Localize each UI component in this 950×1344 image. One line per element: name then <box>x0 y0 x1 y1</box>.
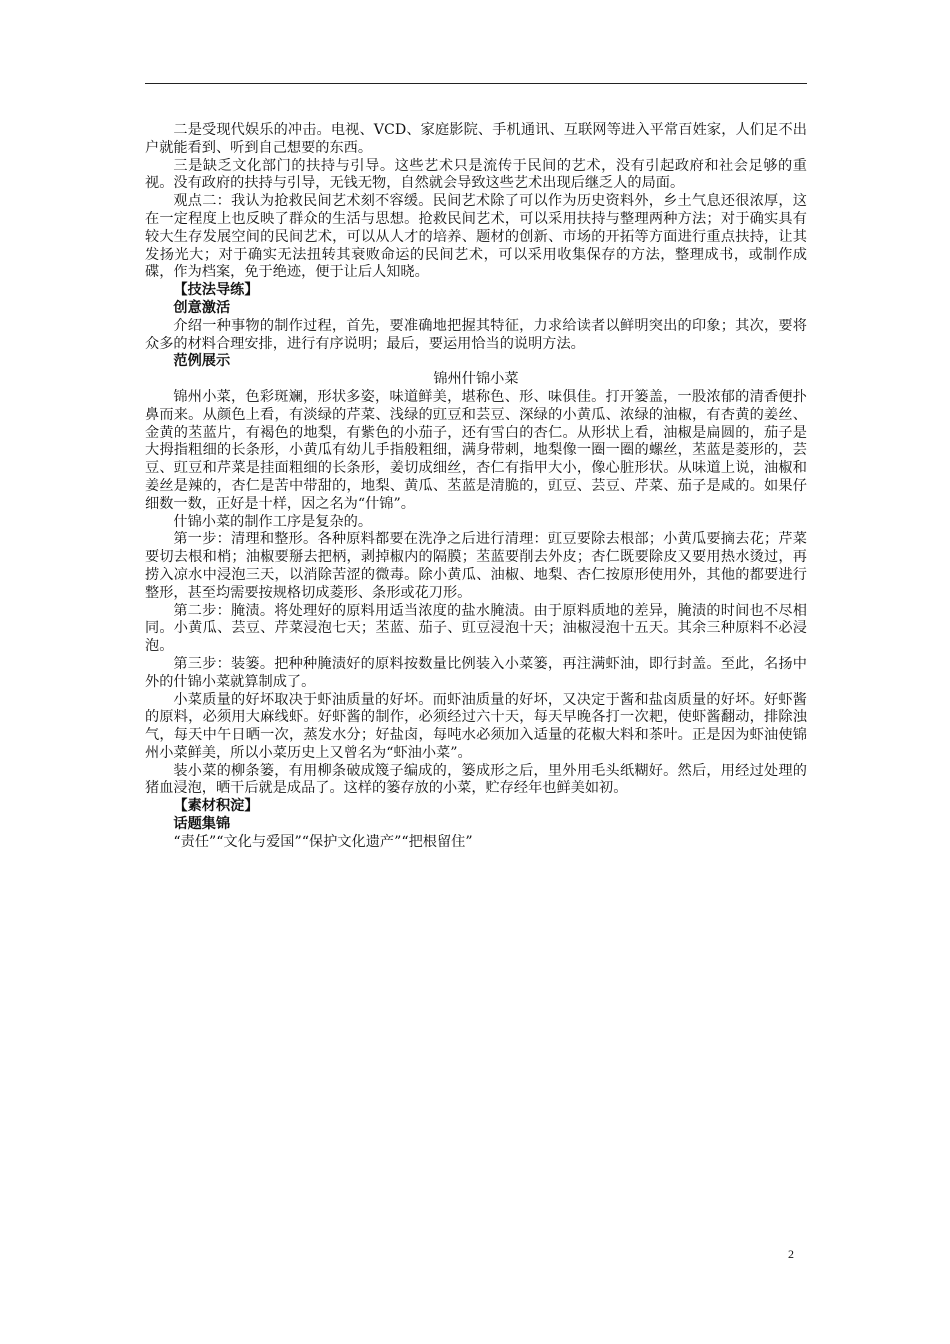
paragraph-step-two: 第二步：腌渍。将处理好的原料用适当浓度的盐水腌渍。由于原料质地的差异，腌渍的时间也不尽相同。小黄瓜、芸豆、芹菜浸泡七天；苤蓝、茄子、豇豆浸泡十天；油椒浸泡十五天。其余三种原料不必浸泡。 <box>145 602 807 655</box>
subheading-topics: 话题集锦 <box>173 816 231 833</box>
subheading-example: 范例展示 <box>173 353 231 370</box>
subheading-creative-activation: 创意激活 <box>173 299 231 316</box>
paragraph-wicker-basket: 装小菜的柳条篓，有用柳条破成篾子编成的，篓成形之后，里外用毛头纸糊好。然后，用经过处理的猪血浸泡，晒干后就是成品了。这样的篓存放的小菜，贮存经年也鲜美如初。 <box>145 762 807 797</box>
paragraph-process-intro: 什锦小菜的制作工序是复杂的。 <box>173 513 373 530</box>
document-body <box>145 122 807 852</box>
paragraph-description: 锦州小菜，色彩斑斓，形状多姿，味道鲜美，堪称色、形、味俱佳。打开篓盖，一股浓郁的清香便扑鼻而来。从颜色上看，有淡绿的芹菜、浅绿的豇豆和芸豆、深绿的小黄瓜、浓绿的油椒，有杏黄的姜丝、金黄的苤蓝片，有褐色的地梨，有紫色的小茄子，还有雪白的杏仁。从形状上看，油椒是扁圆的，茄子是大拇指粗细的长条形，小黄瓜有幼儿手指般粗细，满身带刺，地梨像一圈一圈的螺丝，苤蓝是菱形的，芸豆、豇豆和芹菜是挂面粗细的长条形，姜切成细丝，杏仁有指甲大小，像心脏形状。从味道上说，油椒和姜丝是辣的，杏仁是苦中带甜的，地梨、黄瓜、苤蓝是清脆的，豇豆、芸豆、芹菜、茄子是咸的。如果仔细数一数，正好是十样，因之名为“什锦”。 <box>145 388 807 512</box>
section-heading-technique: 【技法导练】 <box>173 282 259 299</box>
article-title: 锦州什锦小菜 <box>433 371 519 388</box>
paragraph-step-three: 第三步：装篓。把种种腌渍好的原料按数量比例装入小菜篓，再注满虾油，即行封盖。至此，名扬中外的什锦小菜就算制成了。 <box>145 655 807 690</box>
paragraph-topic-list: “责任”“文化与爱国”“保护文化遗产”“把根留住” <box>173 833 473 850</box>
page-number: 2 <box>788 1247 794 1261</box>
paragraph-impact-of-modern-entertainment: 二是受现代娱乐的冲击。电视、VCD、家庭影院、手机通讯、互联网等进入平常百姓家，人们足不出户就能看到、听到自己想要的东西。 <box>145 122 807 156</box>
paragraph-creative-guidance: 介绍一种事物的制作过程，首先，要准确地把握其特征，力求给读者以鲜明突出的印象；其次，要将众多的材料合理安排，进行有序说明；最后，要运用恰当的说明方法。 <box>145 317 807 352</box>
paragraph-viewpoint-two: 观点二：我认为抢救民间艺术刻不容缓。民间艺术除了可以作为历史资料外，乡土气息还很浓厚，这在一定程度上也反映了群众的生活与思想。抢救民间艺术，可以采用扶持与整理两种方法；对于确实具有较大生存发展空间的民间艺术，可以从人才的培养、题材的创新、市场的开拓等方面进行重点扶持，让其发扬光大；对于确实无法扭转其衰败命运的民间艺术，可以采用收集保存的方法，整理成书，或制作成碟，作为档案，免于绝迹，便于让后人知晓。 <box>145 193 807 281</box>
header-rule <box>145 83 807 84</box>
section-heading-material: 【素材积淀】 <box>173 798 259 815</box>
paragraph-shrimp-oil: 小菜质量的好坏取决于虾油质量的好坏。而虾油质量的好坏，又决定于酱和盐卤质量的好坏。好虾酱的原料，必须用大麻线虾。好虾酱的制作，必须经过六十天，每天早晚各打一次耙，使虾酱翻动，排除浊气，每天中午日晒一次，蒸发水分；好盐卤，每吨水必须加入适量的花椒大料和茶叶。正是因为虾油使锦州小菜鲜美，所以小菜历史上又曾名为“虾油小菜”。 <box>145 691 807 761</box>
paragraph-lack-of-support: 三是缺乏文化部门的扶持与引导。这些艺术只是流传于民间的艺术，没有引起政府和社会足够的重视。没有政府的扶持与引导，无钱无物，自然就会导致这些艺术出现后继乏人的局面。 <box>145 157 807 192</box>
paragraph-step-one: 第一步：清理和整形。各种原料都要在洗净之后进行清理：豇豆要除去根部；小黄瓜要摘去花；芹菜要切去根和梢；油椒要掰去把柄，剥掉椒内的隔膜；苤蓝要削去外皮；杏仁既要除皮又要用热水烫过，再捞入凉水中浸泡三天，以消除苦涩的微毒。除小黄瓜、油椒、地梨、杏仁按原形使用外，其他的都要进行整形，甚至均需要按规格切成菱形、条形或花刀形。 <box>145 531 807 601</box>
